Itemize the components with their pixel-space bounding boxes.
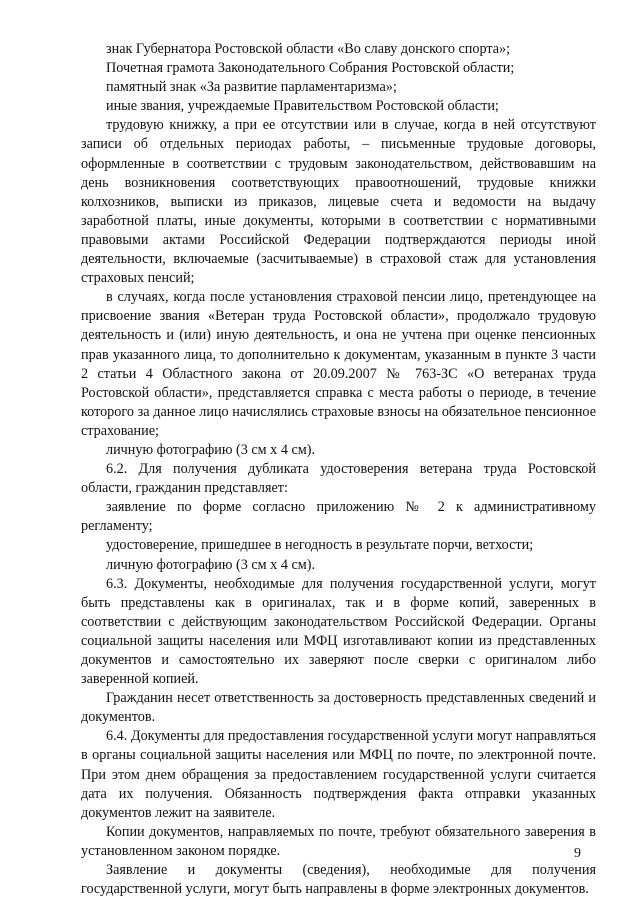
paragraph: Гражданин несет ответственность за достоверность представленных сведений и документов. — [81, 690, 596, 726]
paragraph: заявление по форме согласно приложению № 2 к административному регламенту; — [81, 499, 596, 535]
paragraph: Почетная грамота Законодательного Собрания Ростовской области; — [106, 60, 515, 77]
paragraph: иные звания, учреждаемые Правительством Ростовской области; — [106, 98, 499, 115]
document-body — [81, 40, 596, 899]
paragraph: в случаях, когда после установления страховой пенсии лицо, претендующее на присвоение звания «Ветеран труда Ростовской области», продолжало трудовую деятельность и (или) иную деятельность, и она не учтена при оценке пенсионных прав указанного лица, то дополнительно к документам, указанным в пункте 3 части 2 статьи 4 Областного закона от 20.09.2007 № 763-ЗС «О ветеранах труда Ростовской области», представляется справка с места работы о периоде, в течение которого за данное лицо начислялись страховые взносы на обязательное пенсионное страхование; — [81, 289, 596, 439]
paragraph: личную фотографию (3 см x 4 см). — [106, 556, 316, 573]
paragraph: трудовую книжку, а при ее отсутствии или в случае, когда в ней отсутствуют записи об отдельных периодах работы, – письменные трудовые договоры, оформленные в соответствии с трудовым законодательством, действовавшим на день возникновения соответствующих правоотношений, трудовые книжки колхозников, выписки из приказов, лицевые счета и ведомости на выдачу заработной платы, иные документы, которыми в соответствии с нормативными правовыми актами Российской Федерации подтверждаются периоды иной деятельности, включаемые (засчитываемые) в страховой стаж для установления страховых пенсий; — [81, 117, 596, 287]
paragraph: личную фотографию (3 см x 4 см). — [106, 441, 316, 458]
paragraph: памятный знак «За развитие парламентаризма»; — [106, 79, 397, 96]
paragraph: Копии документов, направляемых по почте, требуют обязательного заверения в установленном законом порядке. — [81, 823, 596, 859]
paragraph: 6.3. Документы, необходимые для получения государственной услуги, могут быть представлены как в оригиналах, так и в форме копий, заверенных в соответствии с действующим законодательством Российской Федерации. Органы социальной защиты населения или МФЦ изготавливают копии из представленных документов и самостоятельно их заверяют после сверки с оригиналом либо заверенной копией. — [81, 575, 596, 688]
paragraph: 6.4. Документы для предоставления государственной услуги могут направляться в органы социальной защиты населения или МФЦ по почте, по электронной почте. При этом днем обращения за предоставлением государственной услуги считается дата их получения. Обязанность подтверждения факта отправки указанных документов лежит на заявителе. — [81, 728, 596, 821]
paragraph: Заявление и документы (сведения), необходимые для получения государственной услуги, могут быть направлены в форме электронных документов. — [81, 862, 596, 898]
page-number: 9 — [574, 846, 581, 861]
paragraph: удостоверение, пришедшее в негодность в результате порчи, ветхости; — [106, 537, 534, 554]
paragraph: знак Губернатора Ростовской области «Во славу донского спорта»; — [106, 41, 511, 57]
paragraph: 6.2. Для получения дубликата удостоверения ветерана труда Ростовской области, гражданин представляет: — [81, 461, 596, 497]
